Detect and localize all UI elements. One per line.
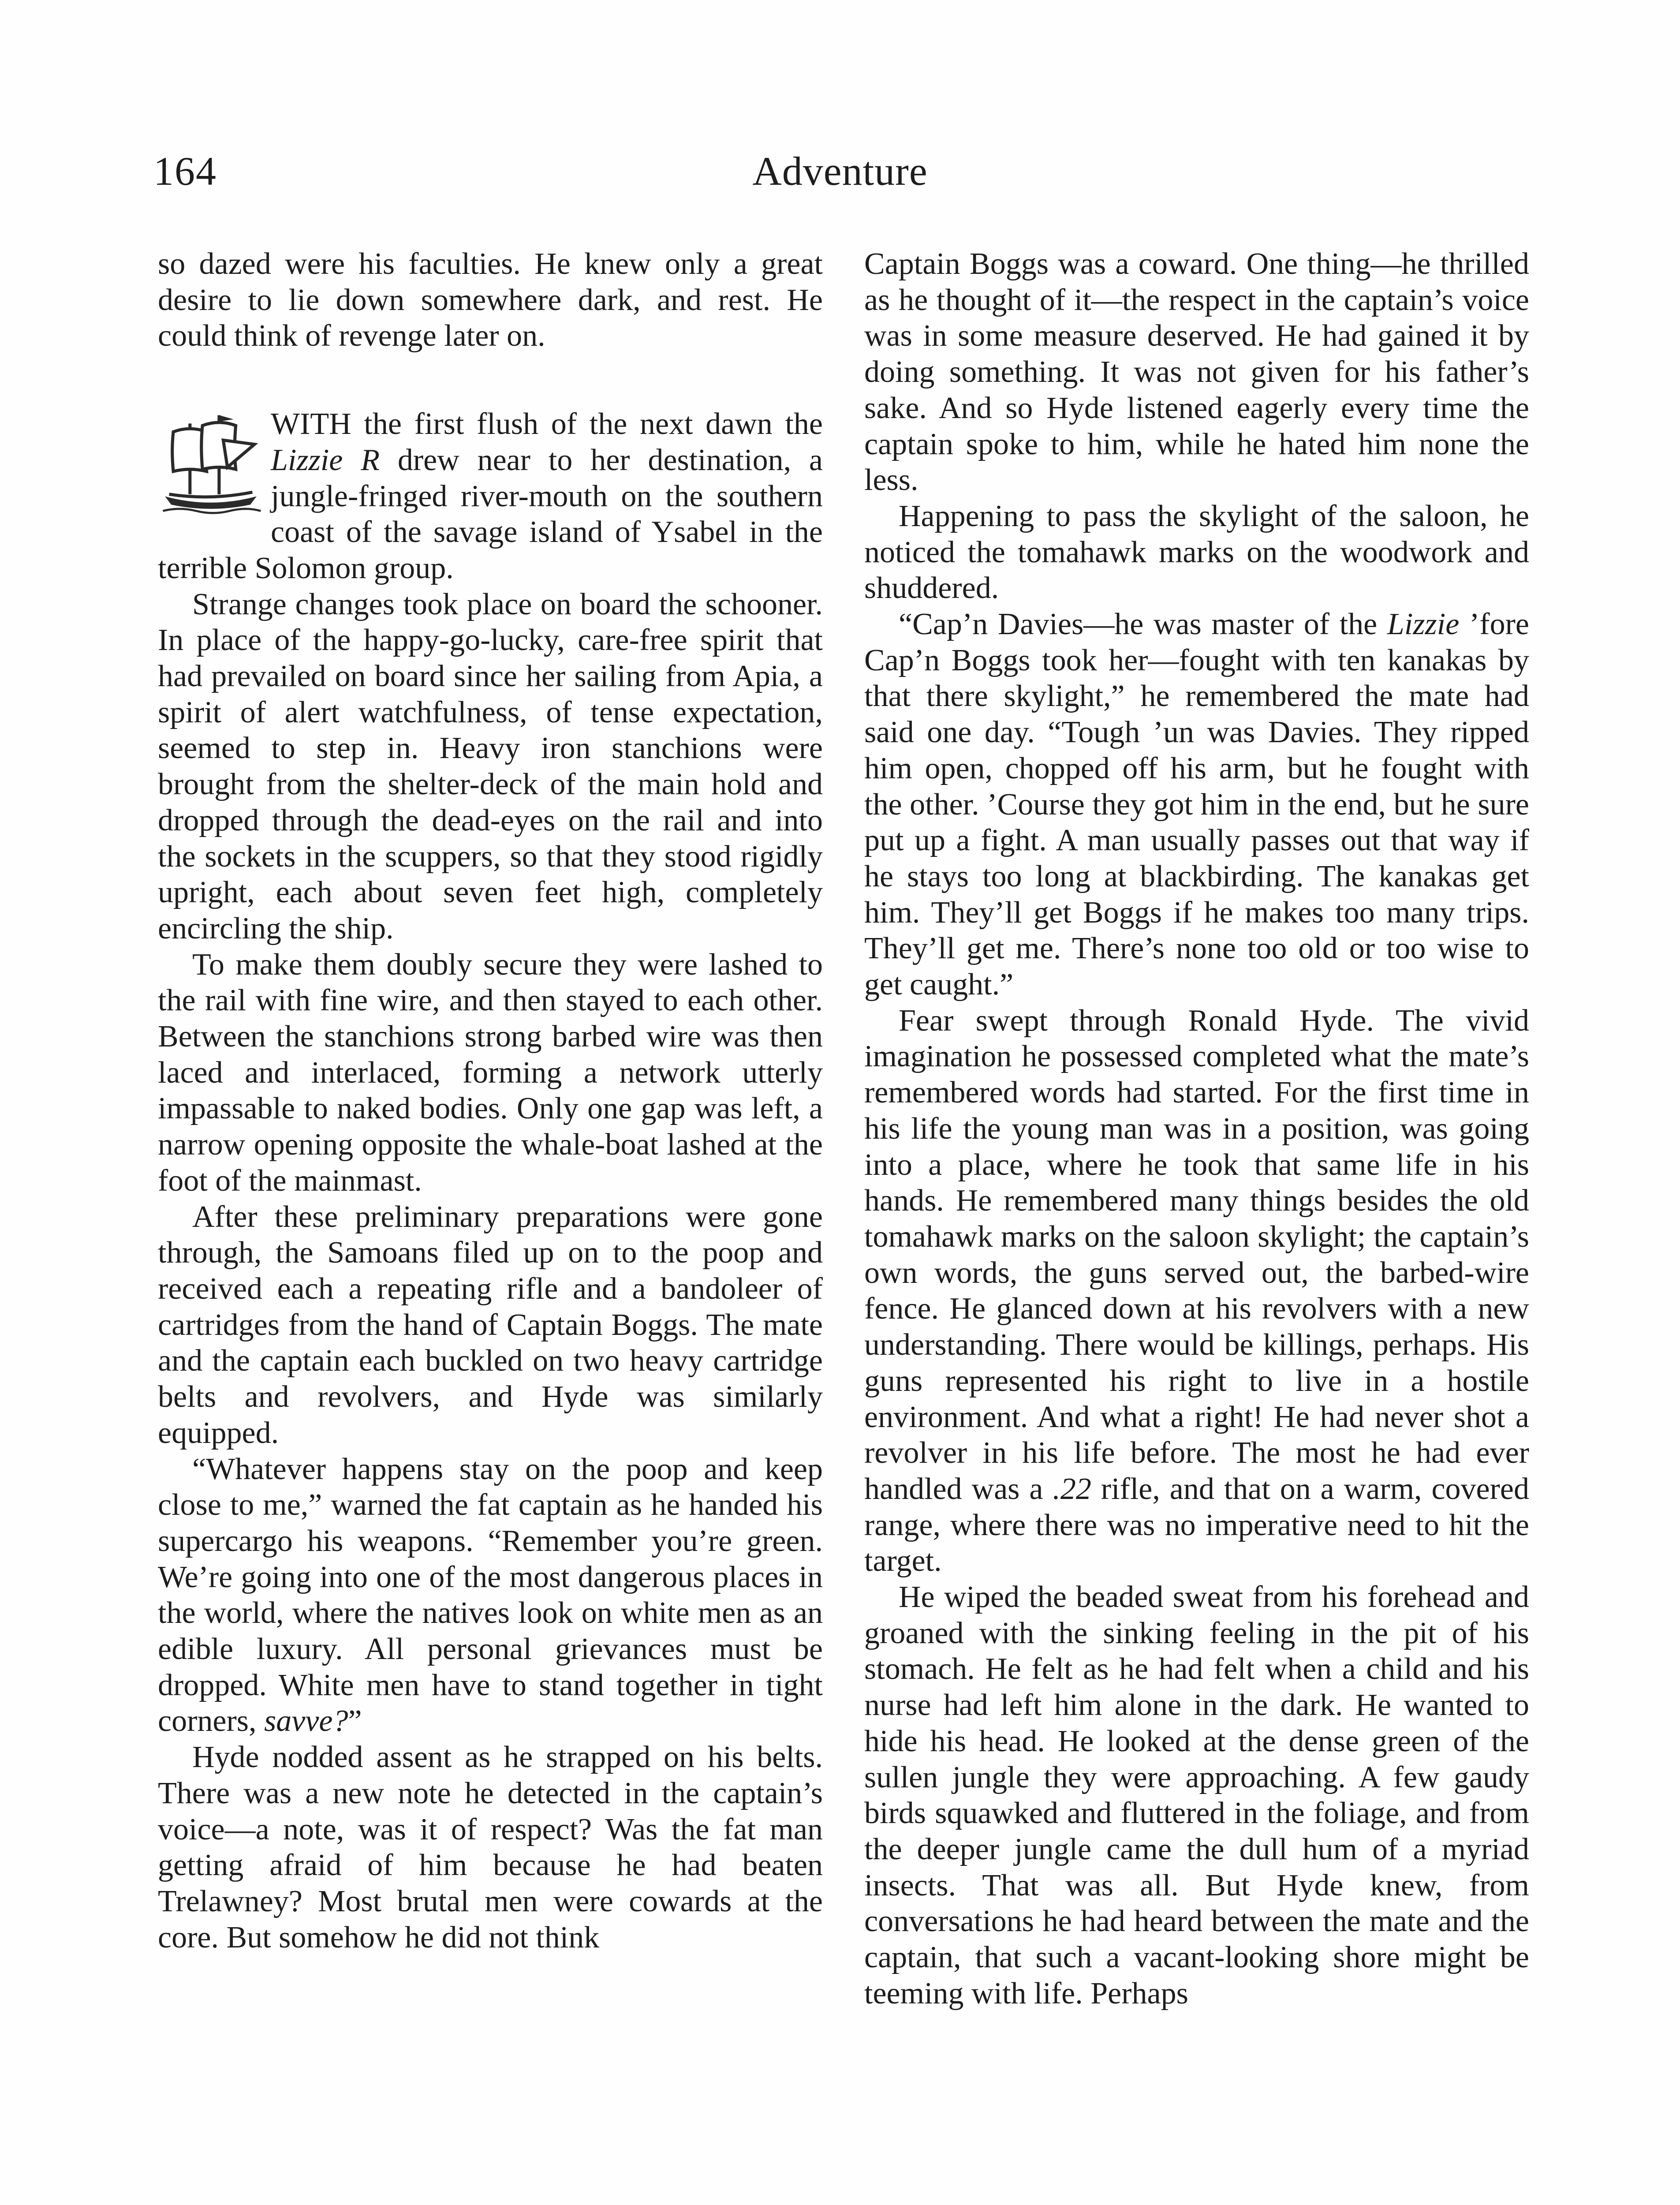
paragraph (864, 1579, 1529, 2011)
paragraph-text: After these preliminary preparations were gone through, the Samoans filed up on to the poop and received each a repeating rifle and a bandoleer of cartridges from the hand of Captain Boggs. The mate and the captain each buckled on two heavy cartridge belts and revolvers, and Hyde was similarly equipped. (158, 1200, 823, 1450)
paragraph (158, 947, 823, 1199)
paragraph (158, 1199, 823, 1451)
paragraph-text: “Whatever happens stay on the poop and keep close to me,” warned the fat captain as he handed his supercargo his weapons. “Remember you’re green. We’re going into one of the most dangerous places in the world, where the natives look on white men as an edible luxury. All personal grievances must be dropped. White men have to stand together in tight corners, (158, 1452, 823, 1738)
sailing-ship-icon (159, 409, 263, 517)
paragraph (864, 1003, 1529, 1579)
ship-name: Lizzie (1387, 607, 1460, 642)
paragraph (158, 246, 823, 354)
paragraph-text: drew near to her destination, a jungle-fringed river-mouth on the southern coast of the savage island of Ysabel in the terrible Solomon group. (158, 443, 823, 585)
paragraph-text: WITH the first flush of the next dawn the (271, 407, 823, 441)
paragraph-text: Strange changes took place on board the schooner. In place of the happy-go-lucky, care-free spirit that had prevailed on board since her sailing from Apia, a spirit of alert watchfulness, of tense expectation, seemed to step in. Heavy iron stanchions were brought from the shelter-deck of the main hold and dropped through the dead-eyes on the rail and into the sockets in the scuppers, so that they stood rigidly upright, each about seven feet high, completely encircling the ship. (158, 587, 823, 946)
paragraph-text: Captain Boggs was a coward. One thing—he thrilled as he thought of it—the respect in the captain’s voice was in some measure deserved. He had gained it by doing something. It was not given for his father’s sake. And so Hyde listened eagerly every time the captain spoke to him, while he hated him none the less. (864, 247, 1529, 497)
paragraph-text: He wiped the beaded sweat from his forehead and groaned with the sinking feeling in the pit of his stomach. He felt as he had felt when a child and his nurse had left him alone in the dark. He wanted to hide his head. He looked at the dense green of the sullen jungle they were approaching. A few gaudy birds squawked and fluttered in the foliage, and from the deeper jungle came the dull hum of a myriad insects. That was all. But Hyde knew, from conversations he had heard between the mate and the captain, that such a vacant-looking shore might be teeming with life. Perhaps (864, 1580, 1529, 2011)
italic-word: .22 (1053, 1472, 1091, 1506)
right-column (864, 246, 1529, 2011)
paragraph-text: ’fore Cap’n Boggs took her—fought with ten kanakas by that there skylight,” he remembered the mate had said one day. “Tough ’un was Davies. They ripped him open, chopped off his arm, but he fought with the other. ’Course they got him in the end, but he sure put up a fight. A man usually passes out that way if he stays too long at blackbirding. The kanakas get him. They’ll get Boggs if he makes too many trips. They’ll get me. There’s none too old or too wise to get caught.” (864, 607, 1529, 1002)
left-column (158, 246, 823, 1955)
paragraph-text: Hyde nodded assent as he strapped on his belts. There was a new note he detected in the captain’s voice—a note, was it of respect? Was the fat man getting afraid of him because he had beaten Trelawney? Most brutal men were cowards at the core. But somehow he did not think (158, 1740, 823, 1955)
paragraph-text: rifle, and that on a warm, covered range, where there was no imperative need to hit the target. (864, 1472, 1529, 1578)
paragraph (864, 606, 1529, 1003)
paragraph-text: To make them doubly secure they were lashed to the rail with fine wire, and then stayed to each other. Between the stanchions strong barbed wire was then laced and interlaced, forming a network utterly impassable to naked bodies. Only one gap was left, a narrow opening opposite the whale-boat lashed at the foot of the mainmast. (158, 947, 823, 1198)
section-opening-paragraph (158, 406, 823, 587)
running-title: Adventure (752, 149, 928, 194)
paragraph-text: Happening to pass the skylight of the saloon, he noticed the tomahawk marks on the woodwork and shuddered. (864, 499, 1529, 605)
paragraph (864, 498, 1529, 606)
ship-name: Lizzie R (271, 443, 380, 477)
paragraph (158, 1451, 823, 1740)
paragraph-text: so dazed were his faculties. He knew only a great desire to lie down somewhere dark, and rest. He could think of revenge later on. (158, 247, 823, 353)
paragraph (158, 1739, 823, 1955)
paragraph-text: “Cap’n Davies—he was master of the (899, 607, 1387, 642)
paragraph (158, 587, 823, 947)
paragraph-text: ” (348, 1704, 362, 1738)
italic-word: savve? (264, 1704, 348, 1738)
page-number: 164 (153, 149, 217, 194)
paragraph-text: Fear swept through Ronald Hyde. The vivid imagination he possessed completed what the mate’s remembered words had started. For the first time in his life the young man was in a position, was going into a place, where he took that same life in his hands. He remembered many things besides the old tomahawk marks on the saloon skylight; the captain’s own words, the guns served out, the barbed-wire fence. He glanced down at his revolvers with a new understanding. There would be killings, perhaps. His guns represented his right to live in a hostile environment. And what a right! He had never shot a revolver in his life before. The most he had ever handled was a (864, 1003, 1529, 1506)
paragraph (864, 246, 1529, 498)
